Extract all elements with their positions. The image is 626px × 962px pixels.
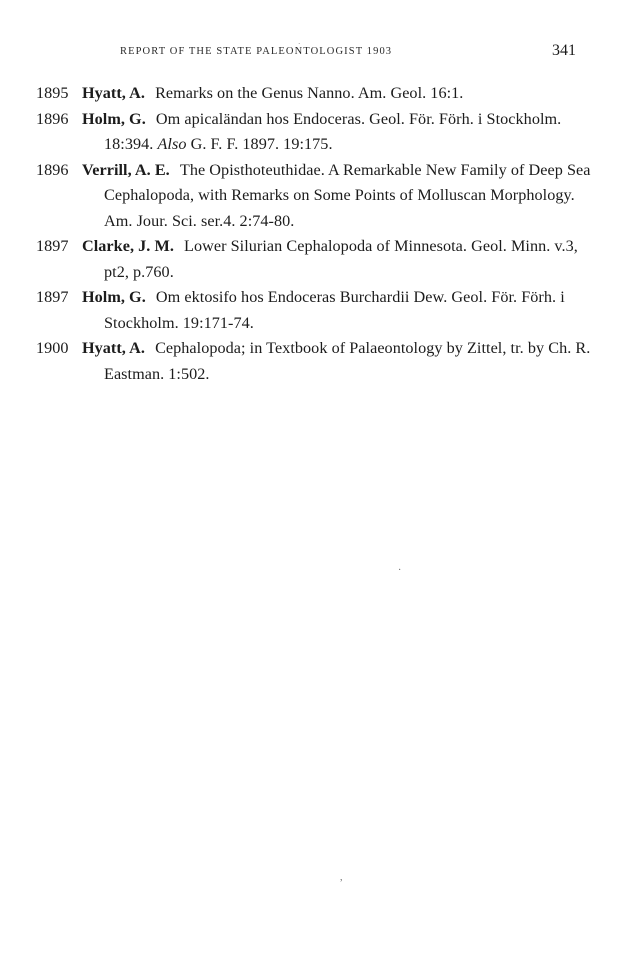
page-number: 341 <box>552 42 576 59</box>
entry-year: 1895 <box>36 84 69 102</box>
scan-speck: · <box>398 565 402 576</box>
entry-text: The Opisthoteuthidae. A Remarkable New Family of Deep Sea Cephalopoda, with Remarks on Some Points of Molluscan Morphology. Am. Jour. Sci. ser.4. 2:74-80. <box>104 160 591 230</box>
bibliography-entry <box>36 158 592 235</box>
bibliography-entry <box>36 81 592 107</box>
entry-text: Om apicaländan hos Endoceras. Geol. För. Förh. i Stockholm. 18:394. <box>104 109 562 153</box>
entry-author: Holm, G. <box>82 288 146 306</box>
entry-year: 1900 <box>36 339 69 357</box>
entry-author: Verrill, A. E. <box>82 160 170 179</box>
entry-text: Cephalopoda; in Textbook of Palaeontology by Zittel, tr. by Ch. R. Eastman. 1:502. <box>104 339 591 383</box>
entry-author: Hyatt, A. <box>82 339 145 357</box>
entry-author: Clarke, J. M. <box>82 237 174 255</box>
entry-author: Hyatt, A. <box>82 84 145 102</box>
scan-speck: · <box>298 40 301 48</box>
entry-text: Remarks on the Genus Nanno. Am. Geol. 16:1. <box>155 84 464 102</box>
entry-italic: Also <box>157 135 187 153</box>
entry-year: 1896 <box>36 109 69 128</box>
entry-text: Om ektosifo hos Endoceras Burchardii Dew. Geol. För. Förh. i Stockholm. 19:171-74. <box>104 288 565 332</box>
scan-speck: , <box>340 872 343 883</box>
bibliography-entry <box>36 107 592 158</box>
entry-year: 1896 <box>36 160 69 179</box>
bibliography-entry <box>36 285 592 336</box>
bibliography-list <box>36 81 592 387</box>
entry-year: 1897 <box>36 237 69 255</box>
entry-author: Holm, G. <box>82 109 146 128</box>
running-head: REPORT OF THE STATE PALEONTOLOGIST 1903 <box>120 46 393 57</box>
bibliography-entry <box>36 234 592 285</box>
entry-text: Lower Silurian Cephalopoda of Minnesota. Geol. Minn. v.3, pt2, p.760. <box>104 237 578 281</box>
entry-text-after: G. F. F. 1897. 19:175. <box>190 135 333 153</box>
entry-year: 1897 <box>36 288 69 306</box>
bibliography-entry <box>36 336 592 387</box>
